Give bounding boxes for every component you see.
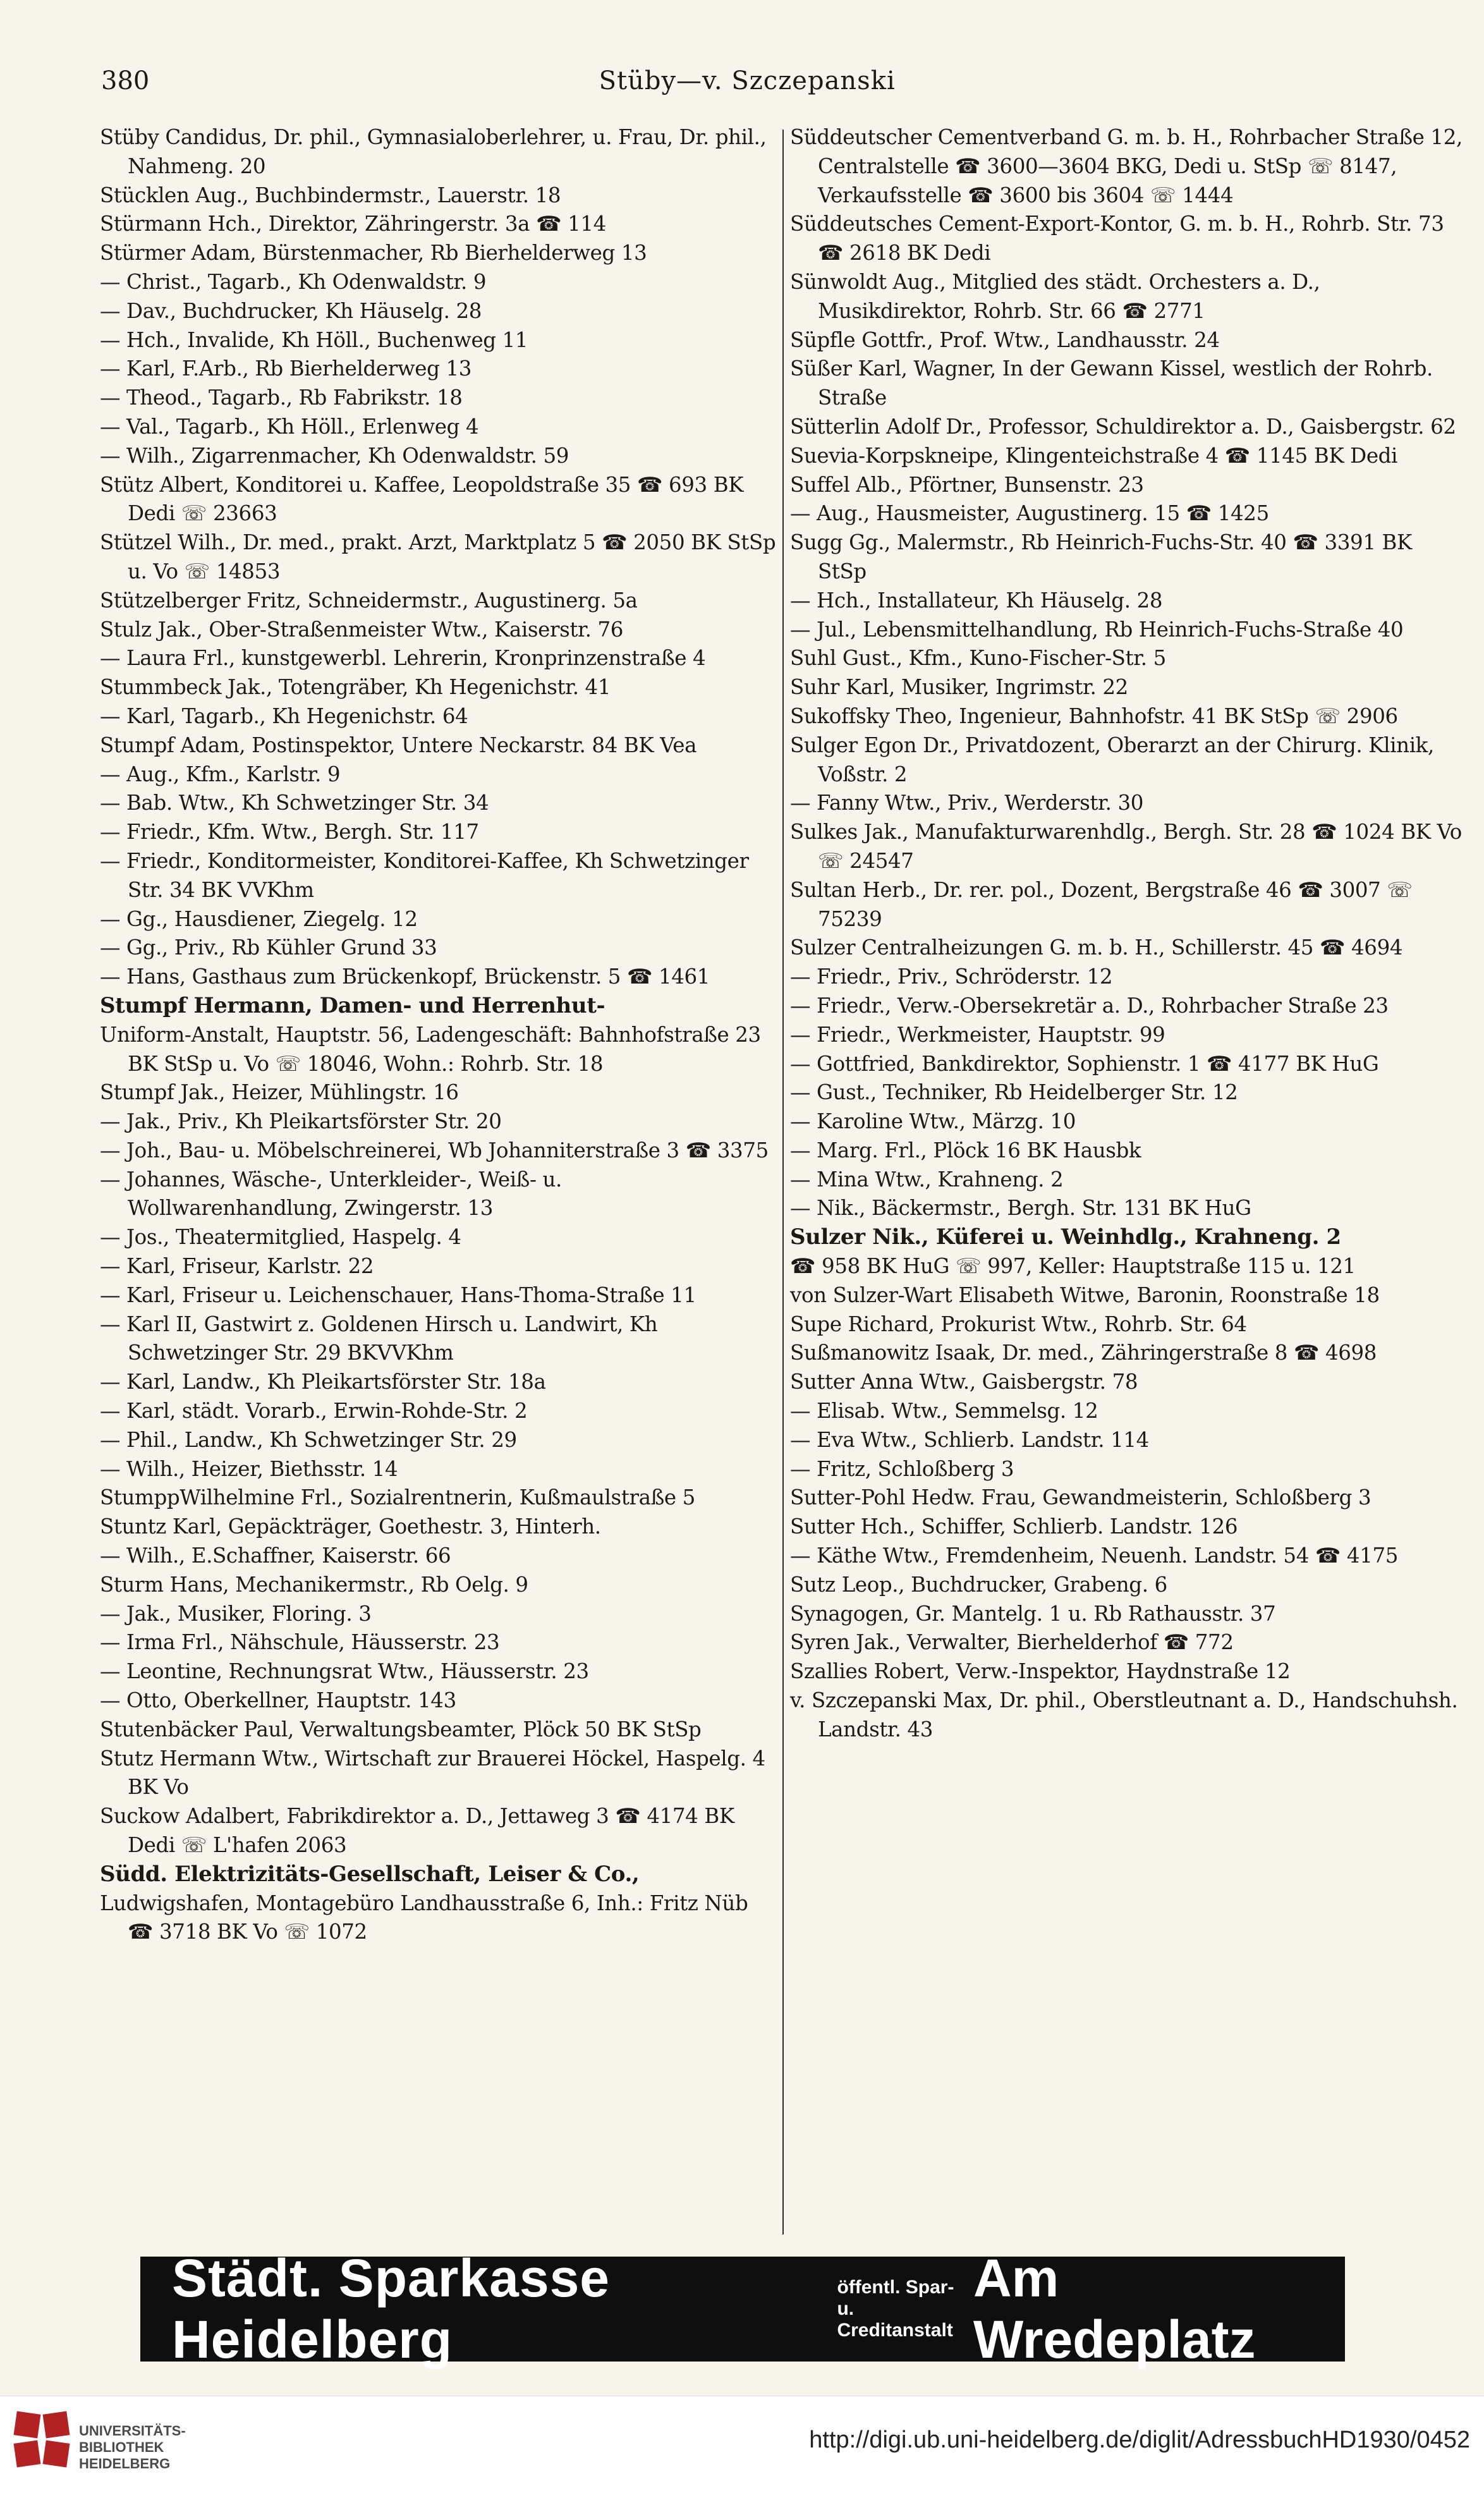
- right-column-entry: Syren Jak., Verwalter, Bierhelderhof ☎ 772: [790, 1630, 1234, 1655]
- library-name-line3: HEIDELBERG: [79, 2456, 171, 2472]
- right-column-entry: Sultan Herb., Dr. rer. pol., Dozent, Bergstraße 46 ☎ 3007 ☏ 75239: [790, 877, 1413, 931]
- left-column-entry: — Karl II, Gastwirt z. Goldenen Hirsch u. Landwirt, Kh Schwetzinger Str. 29 BKVVKhm: [100, 1312, 658, 1365]
- university-library-logo-icon: [10, 2408, 73, 2471]
- right-column-entry: Sutter Anna Wtw., Gaisbergstr. 78: [790, 1370, 1138, 1394]
- left-column-entry: Stulz Jak., Ober-Straßenmeister Wtw., Kaiserstr. 76: [100, 617, 624, 642]
- column-divider: [782, 130, 784, 2234]
- left-column-entry: — Karl, F.Arb., Rb Bierhelderweg 13: [100, 357, 472, 381]
- left-column-entry: — Irma Frl., Nähschule, Häusserstr. 23: [100, 1630, 500, 1655]
- digitization-footer: [0, 2396, 1484, 2493]
- left-column-entry: Stumpf Adam, Postinspektor, Untere Neckarstr. 84 BK Vea: [100, 733, 697, 757]
- right-column-entry: — Fanny Wtw., Priv., Werderstr. 30: [790, 791, 1144, 815]
- ad-subtitle-line1: öffentl. Spar- u.: [837, 2277, 954, 2319]
- left-column: [100, 123, 776, 2234]
- right-column-entry: — Elisab. Wtw., Semmelsg. 12: [790, 1399, 1098, 1423]
- left-column-entry: StumppWilhelmine Frl., Sozialrentnerin, Kußmaulstraße 5: [100, 1485, 695, 1510]
- right-column-entry: Suhr Karl, Musiker, Ingrimstr. 22: [790, 675, 1128, 700]
- left-column-entry: Stütz Albert, Konditorei u. Kaffee, Leopoldstraße 35 ☎ 693 BK Dedi ☏ 23663: [100, 472, 744, 526]
- left-column-entry: Stutz Hermann Wtw., Wirtschaft zur Brauerei Höckel, Haspelg. 4 BK Vo: [100, 1746, 765, 1800]
- left-column-entry: — Val., Tagarb., Kh Höll., Erlenweg 4: [100, 414, 479, 439]
- right-column-entry: — Friedr., Priv., Schröderstr. 12: [790, 965, 1113, 989]
- right-column-entry: Sulger Egon Dr., Privatdozent, Oberarzt an der Chirurg. Klinik, Voßstr. 2: [790, 733, 1434, 786]
- right-column-entry: Suhl Gust., Kfm., Kuno-Fischer-Str. 5: [790, 646, 1166, 671]
- page-number: 380: [101, 66, 150, 95]
- left-column-entry: — Friedr., Kfm. Wtw., Bergh. Str. 117: [100, 820, 479, 844]
- running-title: Stüby—v. Szczepanski: [599, 66, 896, 95]
- left-column-entry: — Jak., Priv., Kh Pleikartsförster Str. 20: [100, 1109, 502, 1134]
- source-url-link[interactable]: http://digi.ub.uni-heidelberg.de/diglit/AdressbuchHD1930/0452: [809, 2427, 1470, 2453]
- right-column-entry: v. Szczepanski Max, Dr. phil., Oberstleutnant a. D., Handschuhsh. Landstr. 43: [790, 1688, 1458, 1741]
- right-column-entry: Sütterlin Adolf Dr., Professor, Schuldirektor a. D., Gaisbergstr. 62: [790, 414, 1456, 439]
- right-column-entry: — Aug., Hausmeister, Augustinerg. 15 ☎ 1425: [790, 501, 1269, 526]
- right-column-entry: — Hch., Installateur, Kh Häuselg. 28: [790, 588, 1163, 613]
- left-column-entry: — Jos., Theatermitglied, Haspelg. 4: [100, 1225, 461, 1250]
- left-column-entry: Südd. Elektrizitäts-Gesellschaft, Leiser & Co.,: [100, 1861, 640, 1887]
- right-column-entry: Sutter-Pohl Hedw. Frau, Gewandmeisterin, Schloßberg 3: [790, 1485, 1371, 1510]
- right-column-entry: Sulzer Centralheizungen G. m. b. H., Schillerstr. 45 ☎ 4694: [790, 936, 1403, 960]
- right-column-entry: Süddeutsches Cement-Export-Kontor, G. m. b. H., Rohrb. Str. 73 ☎ 2618 BK Dedi: [790, 212, 1444, 265]
- left-column-entry: — Karl, städt. Vorarb., Erwin-Rohde-Str. 2: [100, 1399, 528, 1423]
- right-column-entry: Sukoffsky Theo, Ingenieur, Bahnhofstr. 41 BK StSp ☏ 2906: [790, 704, 1398, 728]
- left-column-entry: — Leontine, Rechnungsrat Wtw., Häusserstr. 23: [100, 1659, 589, 1684]
- left-column-entry: Stumpf Jak., Heizer, Mühlingstr. 16: [100, 1080, 459, 1105]
- left-column-entry: Stutenbäcker Paul, Verwaltungsbeamter, Plöck 50 BK StSp: [100, 1717, 702, 1741]
- right-column-entry: Süddeutscher Cementverband G. m. b. H., Rohrbacher Straße 12, Centralstelle ☎ 3600—3604 BKG, Dedi u. StSp ☏ 8147, Verkaufsstelle ☎ 3600 bis 3604 ☏ 1444: [790, 125, 1463, 207]
- right-column-entry: Sulzer Nik., Küferei u. Weinhdlg., Krahneng. 2: [790, 1224, 1341, 1250]
- right-column-entry: Süßer Karl, Wagner, In der Gewann Kissel, westlich der Rohrb. Straße: [790, 357, 1433, 410]
- right-column-entry: — Gust., Techniker, Rb Heidelberger Str. 12: [790, 1080, 1238, 1105]
- left-column-entry: — Aug., Kfm., Karlstr. 9: [100, 762, 341, 786]
- right-column-entry: Sutter Hch., Schiffer, Schlierb. Landstr. 126: [790, 1515, 1238, 1539]
- left-column-entry: — Jak., Musiker, Floring. 3: [100, 1601, 372, 1626]
- right-column-entry: — Friedr., Werkmeister, Hauptstr. 99: [790, 1022, 1165, 1047]
- library-name: [79, 2423, 186, 2472]
- left-column-entry: Stummbeck Jak., Totengräber, Kh Hegenichstr. 41: [100, 675, 611, 700]
- left-column-entry: — Wilh., E.Schaffner, Kaiserstr. 66: [100, 1544, 451, 1568]
- right-column-entry: — Eva Wtw., Schlierb. Landstr. 114: [790, 1427, 1149, 1452]
- right-column-entry: Synagogen, Gr. Mantelg. 1 u. Rb Rathausstr. 37: [790, 1601, 1276, 1626]
- left-column-entry: Stürmann Hch., Direktor, Zähringerstr. 3a ☎ 114: [100, 212, 606, 236]
- left-column-entry: — Joh., Bau- u. Möbelschreinerei, Wb Johanniterstraße 3 ☎ 3375: [100, 1138, 769, 1162]
- right-column-entry: — Marg. Frl., Plöck 16 BK Hausbk: [790, 1138, 1141, 1162]
- left-column-entry: — Wilh., Heizer, Biethsstr. 14: [100, 1456, 398, 1481]
- right-column-entry: — Karoline Wtw., Märzg. 10: [790, 1109, 1076, 1134]
- left-column-entry: Stützelberger Fritz, Schneidermstr., Augustinerg. 5a: [100, 588, 638, 613]
- right-column-entry: — Mina Wtw., Krahneng. 2: [790, 1167, 1064, 1192]
- right-column-entry: Sugg Gg., Malermstr., Rb Heinrich-Fuchs-Str. 40 ☎ 3391 BK StSp: [790, 530, 1412, 583]
- right-column-entry: Suffel Alb., Pförtner, Bunsenstr. 23: [790, 472, 1144, 497]
- page-header: [101, 66, 1383, 111]
- left-column-entry: — Dav., Buchdrucker, Kh Häuselg. 28: [100, 298, 482, 323]
- right-column-entry: ☎ 958 BK HuG ☏ 997, Keller: Hauptstraße 115 u. 121: [790, 1254, 1356, 1279]
- left-column-entry: Stürmer Adam, Bürstenmacher, Rb Bierhelderweg 13: [100, 241, 647, 265]
- left-column-entry: Stumpf Hermann, Damen- und Herrenhut-: [100, 992, 605, 1018]
- right-column: [790, 123, 1463, 2234]
- left-column-entry: Uniform-Anstalt, Hauptstr. 56, Ladengeschäft: Bahnhofstraße 23 BK StSp u. Vo ☏ 18046, Wohn.: Rohrb. Str. 18: [100, 1022, 761, 1076]
- left-column-entry: Ludwigshafen, Montagebüro Landhausstraße 6, Inh.: Fritz Nüb ☎ 3718 BK Vo ☏ 1072: [100, 1891, 748, 1944]
- left-column-entry: Suckow Adalbert, Fabrikdirektor a. D., Jettaweg 3 ☎ 4174 BK Dedi ☏ L'hafen 2063: [100, 1804, 734, 1858]
- left-column-entry: — Bab. Wtw., Kh Schwetzinger Str. 34: [100, 791, 489, 815]
- left-column-entry: — Otto, Oberkellner, Hauptstr. 143: [100, 1688, 456, 1713]
- right-column-entry: Sußmanowitz Isaak, Dr. med., Zähringerstraße 8 ☎ 4698: [790, 1341, 1377, 1365]
- left-column-entry: — Hans, Gasthaus zum Brückenkopf, Brückenstr. 5 ☎ 1461: [100, 965, 710, 989]
- left-column-entry: Stuntz Karl, Gepäckträger, Goethestr. 3, Hinterh.: [100, 1515, 601, 1539]
- left-column-entry: — Karl, Friseur, Karlstr. 22: [100, 1254, 374, 1279]
- library-name-line1: UNIVERSITÄTS-: [79, 2423, 186, 2439]
- left-column-entry: — Gg., Hausdiener, Ziegelg. 12: [100, 906, 418, 931]
- ad-place: Am Wredeplatz: [973, 2248, 1256, 2369]
- left-column-entry: — Gg., Priv., Rb Kühler Grund 33: [100, 936, 437, 960]
- right-column-entry: von Sulzer-Wart Elisabeth Witwe, Baronin, Roonstraße 18: [790, 1283, 1380, 1307]
- left-column-entry: — Karl, Tagarb., Kh Hegenichstr. 64: [100, 704, 468, 728]
- left-column-entry: — Johannes, Wäsche-, Unterkleider-, Weiß- u. Wollwarenhandlung, Zwingerstr. 13: [100, 1167, 562, 1221]
- right-column-entry: — Nik., Bäckermstr., Bergh. Str. 131 BK HuG: [790, 1196, 1251, 1221]
- left-column-entry: — Wilh., Zigarrenmacher, Kh Odenwaldstr. 59: [100, 443, 569, 468]
- right-column-entry: Supe Richard, Prokurist Wtw., Rohrb. Str. 64: [790, 1312, 1247, 1336]
- right-column-entry: Szallies Robert, Verw.-Inspektor, Haydnstraße 12: [790, 1659, 1291, 1684]
- right-column-entry: — Gottfried, Bankdirektor, Sophienstr. 1 ☎ 4177 BK HuG: [790, 1051, 1379, 1076]
- left-column-entry: Stützel Wilh., Dr. med., prakt. Arzt, Marktplatz 5 ☎ 2050 BK StSp u. Vo ☏ 14853: [100, 530, 776, 583]
- right-column-entry: Suevia-Korpskneipe, Klingenteichstraße 4 ☎ 1145 BK Dedi: [790, 443, 1398, 468]
- right-column-entry: Süpfle Gottfr., Prof. Wtw., Landhausstr. 24: [790, 327, 1220, 352]
- ad-main-text: Städt. Sparkasse Heidelberg: [172, 2248, 611, 2369]
- left-column-entry: — Theod., Tagarb., Rb Fabrikstr. 18: [100, 386, 463, 410]
- right-column-entry: — Jul., Lebensmittelhandlung, Rb Heinrich-Fuchs-Straße 40: [790, 617, 1404, 642]
- left-column-entry: — Phil., Landw., Kh Schwetzinger Str. 29: [100, 1427, 517, 1452]
- left-column-entry: — Friedr., Konditormeister, Konditorei-Kaffee, Kh Schwetzinger Str. 34 BK VVKhm: [100, 848, 749, 902]
- right-column-entry: — Fritz, Schloßberg 3: [790, 1456, 1014, 1481]
- right-column-entry: Sutz Leop., Buchdrucker, Grabeng. 6: [790, 1572, 1167, 1597]
- left-column-entry: — Karl, Landw., Kh Pleikartsförster Str. 18a: [100, 1370, 546, 1394]
- right-column-entry: — Käthe Wtw., Fremdenheim, Neuenh. Landstr. 54 ☎ 4175: [790, 1544, 1399, 1568]
- left-column-entry: Sturm Hans, Mechanikermstr., Rb Oelg. 9: [100, 1572, 528, 1597]
- left-column-entry: Stücklen Aug., Buchbindermstr., Lauerstr. 18: [100, 183, 561, 207]
- ad-subtitle-line2: Creditanstalt: [837, 2320, 953, 2341]
- left-column-entry: Stüby Candidus, Dr. phil., Gymnasialoberlehrer, u. Frau, Dr. phil., Nahmeng. 20: [100, 125, 767, 178]
- left-column-entry: — Karl, Friseur u. Leichenschauer, Hans-Thoma-Straße 11: [100, 1283, 696, 1307]
- right-column-entry: Sünwoldt Aug., Mitglied des städt. Orchesters a. D., Musikdirektor, Rohrb. Str. 66 ☎ 2771: [790, 269, 1320, 323]
- left-column-entry: — Laura Frl., kunstgewerbl. Lehrerin, Kronprinzenstraße 4: [100, 646, 706, 671]
- right-column-entry: — Friedr., Verw.-Obersekretär a. D., Rohrbacher Straße 23: [790, 993, 1389, 1018]
- right-column-entry: Sulkes Jak., Manufakturwarenhdlg., Bergh. Str. 28 ☎ 1024 BK Vo ☏ 24547: [790, 820, 1462, 873]
- left-column-entry: — Christ., Tagarb., Kh Odenwaldstr. 9: [100, 269, 487, 294]
- sparkasse-advertisement: [140, 2248, 1345, 2369]
- ad-subtitle: [837, 2277, 961, 2341]
- left-column-entry: — Hch., Invalide, Kh Höll., Buchenweg 11: [100, 327, 528, 352]
- library-name-line2: BIBLIOTHEK: [79, 2439, 164, 2455]
